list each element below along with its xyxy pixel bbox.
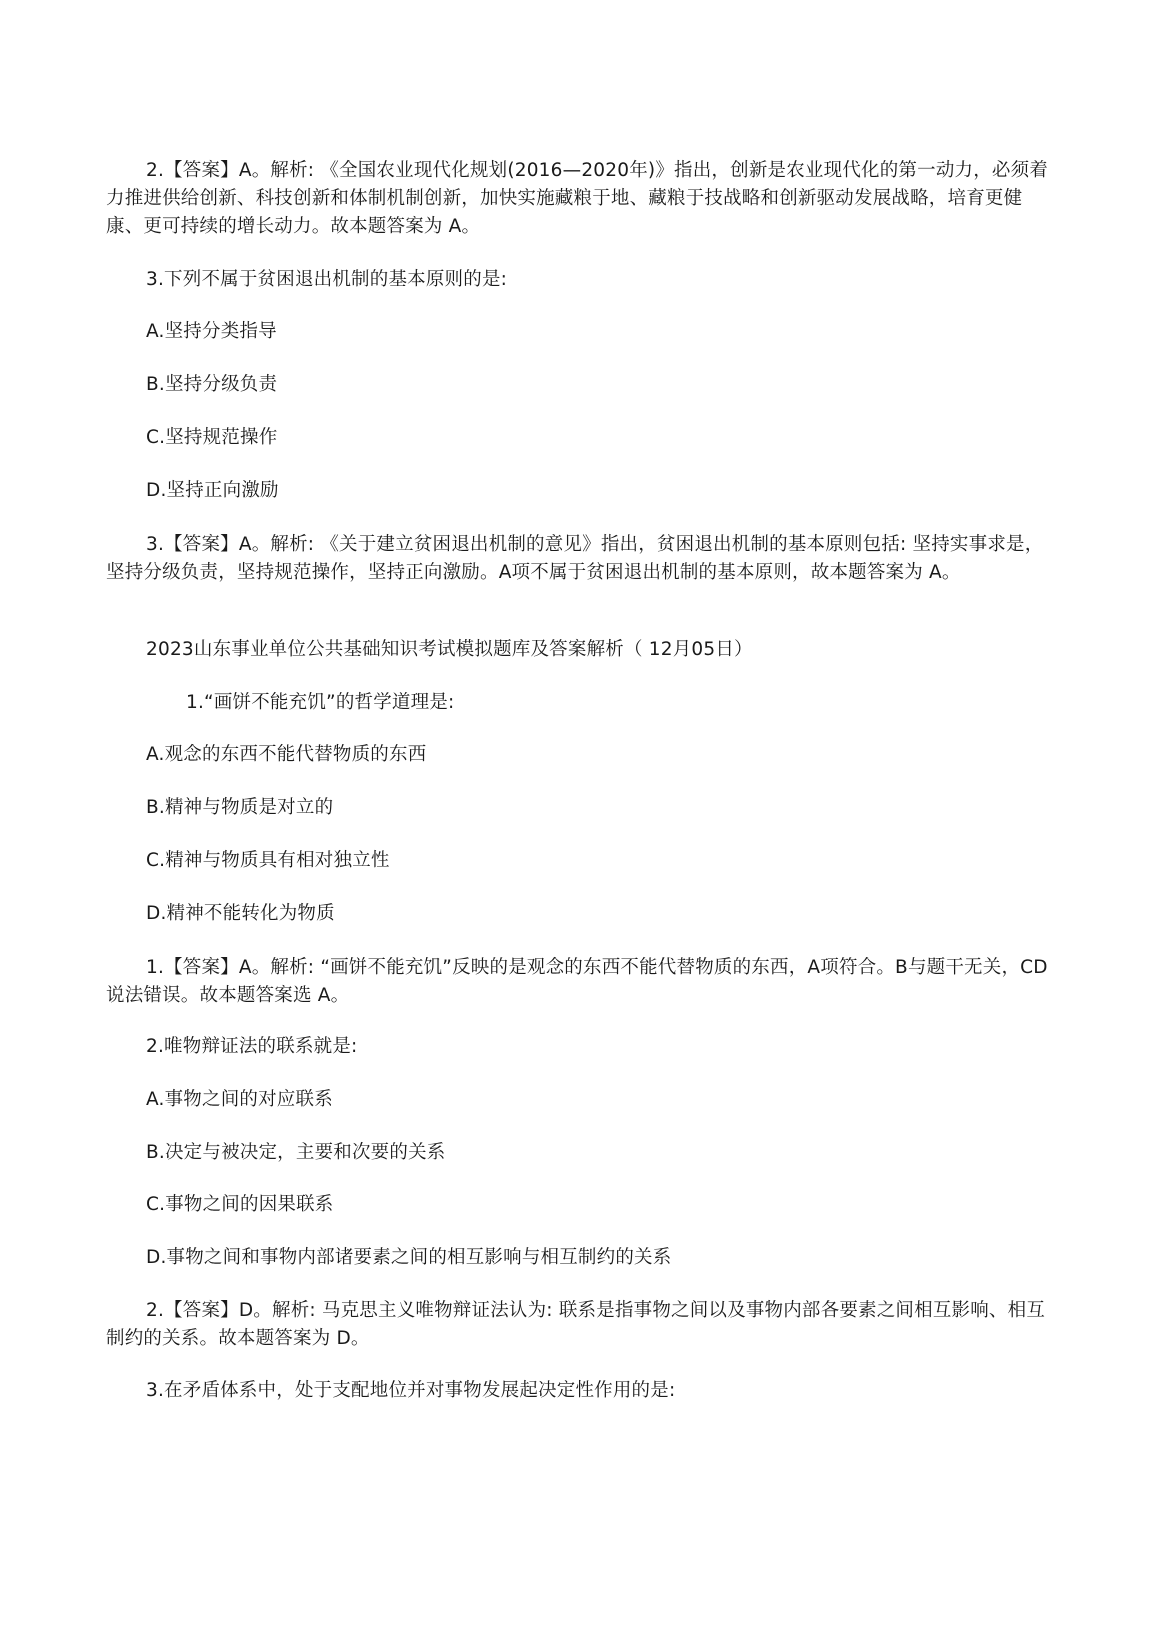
option-a: A.事物之间的对应联系 — [146, 1089, 333, 1110]
question-3: 3.下列不属于贫困退出机制的基本原则的是: — [146, 269, 508, 290]
option-b: B.精神与物质是对立的 — [146, 797, 334, 818]
option-c: C.精神与物质具有相对独立性 — [146, 850, 390, 871]
answer-paragraph-2b: 2.【答案】D。解析: 马克思主义唯物辩证法认为: 联系是指事物之间以及事物内部各要素之间相互影响、相互制约的关系。故本题答案为 D。 — [106, 1300, 1046, 1349]
question-1: 1.“画饼不能充饥”的哲学道理是: — [186, 692, 455, 713]
section-heading: 2023山东事业单位公共基础知识考试模拟题库及答案解析（ 12月05日） — [146, 639, 753, 660]
option-d: D.精神不能转化为物质 — [146, 903, 335, 924]
question-3b: 3.在矛盾体系中，处于支配地位并对事物发展起决定性作用的是: — [146, 1380, 676, 1401]
option-b: B.决定与被决定，主要和次要的关系 — [146, 1142, 446, 1163]
option-d: D.事物之间和事物内部诸要素之间的相互影响与相互制约的关系 — [146, 1247, 672, 1268]
option-a: A.观念的东西不能代替物质的东西 — [146, 744, 427, 765]
option-a: A.坚持分类指导 — [146, 321, 277, 342]
answer-paragraph-1: 1.【答案】A。解析: “画饼不能充饥”反映的是观念的东西不能代替物质的东西，A项符合。B与题干无关，CD说法错误。故本题答案选 A。 — [106, 957, 1048, 1006]
answer-paragraph-3: 3.【答案】A。解析: 《关于建立贫困退出机制的意见》指出，贫困退出机制的基本原则包括: 坚持实事求是，坚持分级负责，坚持规范操作，坚持正向激励。A项不属于贫困退出机制的基本原则，故本题答案为 A。 — [106, 534, 1044, 583]
answer-paragraph-2: 2.【答案】A。解析: 《全国农业现代化规划(2016—2020年)》指出，创新是农业现代化的第一动力，必须着力推进供给创新、科技创新和体制机制创新，加快实施藏粮于地、藏粮于技战略和创新驱动发展战略，培育更健康、更可持续的增长动力。故本题答案为 A。 — [106, 160, 1049, 237]
option-c: C.事物之间的因果联系 — [146, 1194, 334, 1215]
question-2: 2.唯物辩证法的联系就是: — [146, 1036, 358, 1057]
option-c: C.坚持规范操作 — [146, 427, 278, 448]
option-b: B.坚持分级负责 — [146, 374, 278, 395]
option-d: D.坚持正向激励 — [146, 480, 279, 501]
